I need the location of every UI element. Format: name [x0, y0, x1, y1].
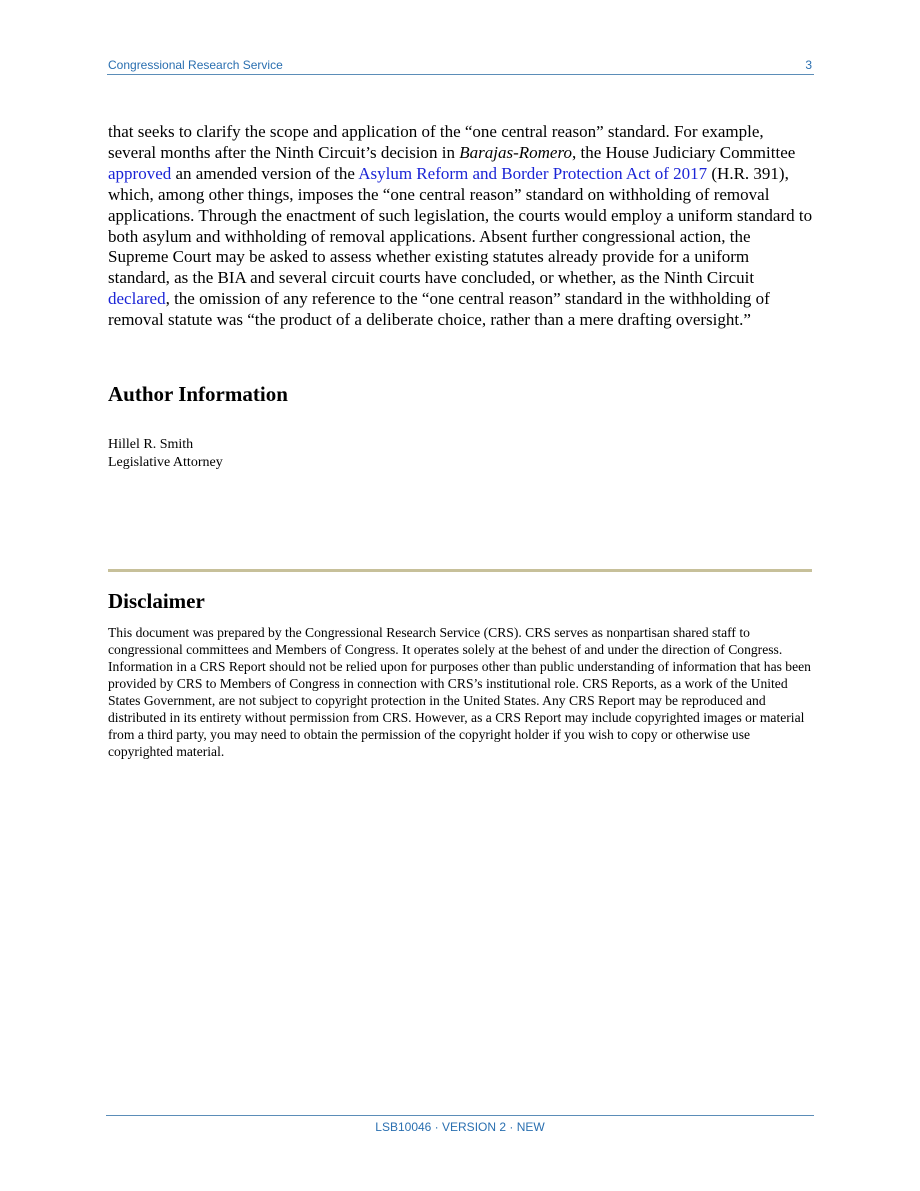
author-name: Hillel R. Smith: [108, 437, 194, 452]
page-footer: LSB10046 · VERSION 2 · NEW: [375, 1120, 545, 1134]
disclaimer-heading: Disclaimer: [108, 589, 205, 613]
body-text-segment: an amended version of the: [171, 163, 359, 183]
page-header: [107, 58, 814, 75]
case-name: Barajas-Romero: [459, 142, 572, 162]
body-text-segment: , the House Judiciary Committee: [571, 142, 796, 162]
link-asylum-reform-act[interactable]: Asylum Reform and Border Protection Act of 2017: [358, 163, 708, 183]
body-text-segment: , the omission of any reference to the “one central reason” standard in the withholding of removal statute was “the product of a deliberate choice, rather than a mere drafting oversight.”: [108, 289, 770, 330]
body-text-segment: that seeks to clarify the scope and application of the “one central reason” standard. For example, several months after the Ninth Circuit’s decision in: [108, 122, 764, 162]
header-title: Congressional Research Service: [108, 58, 283, 72]
author-information-heading: Author Information: [108, 382, 288, 406]
section-divider: [108, 569, 812, 572]
author-role: Legislative Attorney: [108, 455, 223, 470]
link-declared[interactable]: declared: [108, 289, 166, 309]
link-approved[interactable]: approved: [108, 163, 172, 183]
page-number: 3: [805, 58, 812, 72]
body-paragraph: [108, 122, 814, 331]
footer-divider: [106, 1115, 814, 1116]
author-block: [108, 436, 223, 472]
disclaimer-text: This document was prepared by the Congressional Research Service (CRS). CRS serves as nonpartisan shared staff to congressional committees and Members of Congress. It operates solely at the behest of and under the direction of Congress. Information in a CRS Report should not be relied upon for purposes other than public understanding of information that has been provided by CRS to Members of Congress in connection with CRS’s institutional role. CRS Reports, as a work of the United States Government, are not subject to copyright protection in the United States. Any CRS Report may be reproduced and distributed in its entirety without permission from CRS. However, as a CRS Report may include copyrighted images or material from a third party, you may need to obtain the permission of the copyright holder if you wish to copy or otherwise use copyrighted material.: [108, 625, 811, 759]
body-text-segment: (H.R. 391), which, among other things, imposes the “one central reason” standard on withholding of removal applications. Through the enactment of such legislation, the courts would employ a uniform standard to both asylum and withholding of removal applications. Absent further congressional action, the Supreme Court may be asked to assess whether existing statutes already provide for a uniform standard, as the BIA and several circuit courts have concluded, or whether, as the Ninth Circuit: [108, 163, 813, 288]
